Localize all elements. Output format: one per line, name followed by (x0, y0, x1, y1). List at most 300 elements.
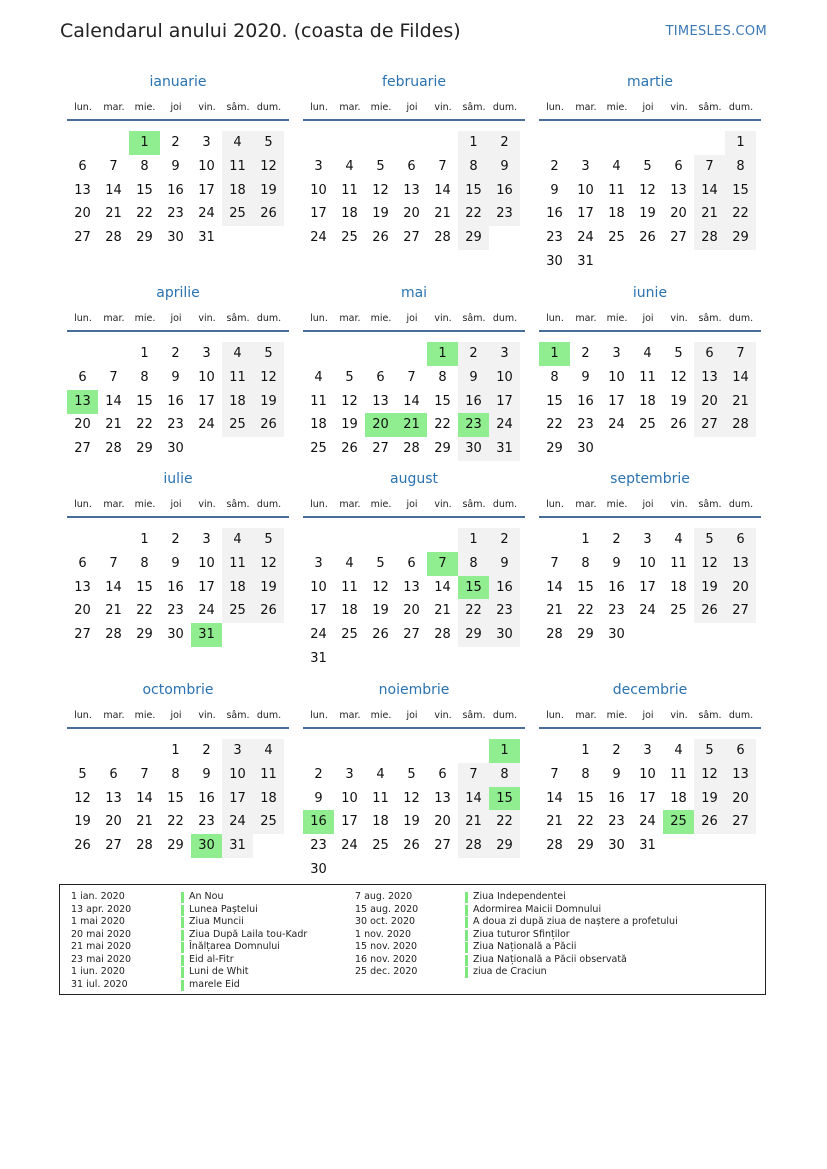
weekday-label: vin. (434, 313, 452, 324)
weekday-label: mie. (134, 499, 156, 510)
day-cell: 25 (341, 230, 358, 246)
day-cell: 2 (550, 158, 559, 174)
weekday-label: dum. (256, 313, 282, 324)
holiday-day-cell: 16 (303, 810, 334, 834)
day-cell: 26 (253, 202, 284, 226)
legend-holiday-name: Lunea Paștelui (189, 903, 258, 915)
weekday-label: sâm. (462, 102, 486, 113)
day-cell: 20 (403, 603, 420, 619)
day-cell: 27 (74, 230, 91, 246)
day-cell: 3 (345, 766, 354, 782)
day-cell: 6 (78, 555, 87, 571)
day-cell: 30 (310, 862, 327, 877)
day-cell: 7 (694, 155, 725, 179)
weekday-label: joi (406, 710, 418, 721)
day-cell: 31 (310, 651, 327, 666)
day-cell: 2 (171, 135, 180, 150)
weekday-label: sâm. (462, 710, 486, 721)
holiday-day-cell: 25 (663, 810, 694, 834)
day-cell: 10 (198, 555, 215, 571)
day-cell: 8 (438, 369, 447, 385)
month-name: februarie (382, 74, 446, 90)
weekday-label: mie. (134, 710, 156, 721)
legend-marker (465, 905, 468, 916)
legend-marker (181, 967, 184, 978)
brand-link[interactable]: TIMESLES.COM (665, 24, 767, 39)
day-cell: 8 (140, 555, 149, 571)
day-cell: 2 (458, 342, 489, 366)
day-cell: 11 (222, 552, 253, 576)
day-cell: 21 (546, 603, 563, 619)
day-cell: 18 (310, 417, 327, 433)
day-cell: 5 (407, 766, 416, 782)
holiday-day-cell: 1 (489, 739, 520, 763)
day-cell: 23 (310, 838, 327, 854)
weekday-label: sâm. (462, 499, 486, 510)
day-cell: 7 (725, 342, 756, 366)
holiday-day-cell: 13 (67, 390, 98, 414)
day-cell: 11 (670, 766, 687, 782)
day-cell: 23 (167, 417, 184, 433)
day-cell: 4 (222, 528, 253, 552)
month-name: aprilie (156, 285, 200, 301)
day-cell: 22 (577, 814, 594, 830)
day-cell: 9 (550, 182, 559, 198)
weekday-label: joi (642, 499, 654, 510)
day-cell: 23 (489, 202, 520, 226)
day-cell: 2 (581, 346, 590, 361)
day-cell: 8 (581, 555, 590, 571)
month-name: august (390, 471, 438, 487)
day-cell: 18 (222, 179, 253, 203)
day-cell: 25 (341, 627, 358, 643)
weekday-label: joi (170, 313, 182, 324)
day-cell: 25 (222, 599, 253, 623)
month-name: septembrie (610, 471, 690, 487)
day-cell: 3 (581, 158, 590, 174)
day-cell: 21 (694, 202, 725, 226)
weekday-label: mar. (103, 499, 125, 510)
weekday-label: joi (406, 102, 418, 113)
holiday-day-cell: 15 (489, 787, 520, 811)
holiday-day-cell: 20 (365, 413, 396, 437)
day-cell: 20 (74, 603, 91, 619)
day-cell: 25 (253, 810, 284, 834)
day-cell: 19 (694, 787, 725, 811)
legend-holiday-name: Ziua Muncii (189, 916, 244, 927)
day-cell: 15 (458, 179, 489, 203)
day-cell: 25 (608, 230, 625, 246)
legend-holiday-name: Ziua Independentei (473, 891, 566, 902)
day-cell: 19 (372, 206, 389, 222)
weekday-label: vin. (434, 102, 452, 113)
day-cell: 23 (167, 206, 184, 222)
day-cell: 12 (253, 552, 284, 576)
day-cell: 12 (372, 182, 389, 198)
day-cell: 2 (489, 528, 520, 552)
day-cell: 25 (222, 413, 253, 437)
day-cell: 18 (670, 790, 687, 806)
day-cell: 29 (136, 230, 153, 246)
day-cell: 27 (694, 413, 725, 437)
day-cell: 24 (489, 413, 520, 437)
day-cell: 27 (403, 230, 420, 246)
day-cell: 27 (74, 627, 91, 643)
day-cell: 8 (140, 369, 149, 385)
day-cell: 27 (725, 599, 756, 623)
day-cell: 31 (577, 254, 594, 269)
header-rule (67, 330, 289, 332)
day-cell: 9 (458, 366, 489, 390)
legend-date: 16 nov. 2020 (355, 953, 418, 965)
day-cell: 7 (438, 158, 447, 174)
day-cell: 29 (167, 838, 184, 854)
weekday-label: vin. (670, 102, 688, 113)
day-cell: 18 (372, 814, 389, 830)
day-cell: 18 (253, 787, 284, 811)
day-cell: 4 (253, 739, 284, 763)
day-cell: 12 (670, 369, 687, 385)
weekday-label: lun. (546, 710, 564, 721)
weekday-label: sâm. (698, 710, 722, 721)
day-cell: 6 (78, 158, 87, 174)
day-cell: 26 (670, 417, 687, 433)
day-cell: 22 (546, 417, 563, 433)
weekday-label: lun. (546, 313, 564, 324)
day-cell: 30 (546, 254, 563, 269)
header-rule (303, 727, 525, 729)
day-cell: 22 (725, 202, 756, 226)
day-cell: 9 (171, 158, 180, 174)
day-cell: 18 (639, 393, 656, 409)
day-cell: 11 (670, 555, 687, 571)
day-cell: 26 (639, 230, 656, 246)
day-cell: 20 (74, 206, 91, 222)
day-cell: 26 (372, 627, 389, 643)
day-cell: 9 (171, 555, 180, 571)
day-cell: 31 (198, 230, 215, 246)
day-cell: 23 (489, 599, 520, 623)
day-cell: 14 (434, 182, 451, 198)
day-cell: 5 (253, 342, 284, 366)
day-cell: 1 (581, 532, 590, 547)
day-cell: 23 (546, 230, 563, 246)
day-cell: 15 (167, 790, 184, 806)
day-cell: 1 (140, 346, 149, 361)
day-cell: 21 (434, 603, 451, 619)
legend-marker (181, 892, 184, 903)
day-cell: 18 (670, 579, 687, 595)
header-rule (539, 516, 761, 518)
legend-marker (181, 942, 184, 953)
day-cell: 2 (612, 743, 621, 758)
day-cell: 6 (725, 528, 756, 552)
holiday-day-cell: 7 (427, 552, 458, 576)
day-cell: 17 (198, 393, 215, 409)
header-rule (303, 330, 525, 332)
day-cell: 9 (581, 369, 590, 385)
weekday-label: vin. (434, 499, 452, 510)
day-cell: 2 (489, 131, 520, 155)
weekday-label: mie. (370, 499, 392, 510)
day-cell: 23 (608, 814, 625, 830)
weekday-label: vin. (670, 499, 688, 510)
weekday-label: dum. (492, 499, 518, 510)
weekday-label: mar. (575, 499, 597, 510)
day-cell: 18 (608, 206, 625, 222)
day-cell: 1 (458, 528, 489, 552)
day-cell: 8 (489, 763, 520, 787)
legend-holiday-name: marele Eid (189, 978, 240, 990)
day-cell: 28 (725, 413, 756, 437)
day-cell: 16 (608, 790, 625, 806)
day-cell: 30 (608, 838, 625, 854)
day-cell: 8 (458, 552, 489, 576)
day-cell: 26 (403, 838, 420, 854)
day-cell: 7 (140, 766, 149, 782)
weekday-label: lun. (546, 102, 564, 113)
day-cell: 26 (74, 838, 91, 854)
day-cell: 27 (105, 838, 122, 854)
weekday-label: dum. (492, 710, 518, 721)
legend-marker (465, 892, 468, 903)
legend-date: 1 iun. 2020 (71, 966, 125, 977)
day-cell: 24 (577, 230, 594, 246)
day-cell: 5 (674, 346, 683, 361)
weekday-label: sâm. (226, 710, 250, 721)
day-cell: 14 (546, 790, 563, 806)
day-cell: 22 (136, 417, 153, 433)
day-cell: 10 (310, 182, 327, 198)
day-cell: 7 (109, 555, 118, 571)
day-cell: 12 (694, 552, 725, 576)
day-cell: 1 (140, 532, 149, 547)
day-cell: 15 (136, 393, 153, 409)
day-cell: 8 (140, 158, 149, 174)
day-cell: 17 (310, 206, 327, 222)
day-cell: 13 (725, 552, 756, 576)
day-cell: 22 (136, 206, 153, 222)
day-cell: 11 (222, 366, 253, 390)
day-cell: 3 (202, 532, 211, 547)
weekday-label: joi (170, 499, 182, 510)
day-cell: 19 (74, 814, 91, 830)
day-cell: 16 (167, 182, 184, 198)
day-cell: 4 (222, 131, 253, 155)
day-cell: 16 (167, 579, 184, 595)
legend-holiday-name: Ziua Națională a Păcii (473, 941, 577, 952)
weekday-label: mar. (575, 313, 597, 324)
day-cell: 21 (434, 206, 451, 222)
day-cell: 10 (222, 763, 253, 787)
day-cell: 16 (458, 390, 489, 414)
day-cell: 4 (222, 342, 253, 366)
day-cell: 16 (489, 179, 520, 203)
day-cell: 28 (105, 627, 122, 643)
header-rule (539, 727, 761, 729)
day-cell: 8 (725, 155, 756, 179)
day-cell: 9 (202, 766, 211, 782)
weekday-label: mie. (606, 102, 628, 113)
day-cell: 19 (670, 393, 687, 409)
day-cell: 17 (310, 603, 327, 619)
legend-date: 1 ian. 2020 (71, 891, 125, 902)
day-cell: 19 (694, 576, 725, 600)
day-cell: 12 (253, 366, 284, 390)
legend-date: 31 iul. 2020 (71, 978, 128, 990)
day-cell: 4 (643, 346, 652, 361)
day-cell: 4 (345, 158, 354, 174)
day-cell: 27 (372, 441, 389, 457)
day-cell: 13 (403, 579, 420, 595)
day-cell: 6 (78, 369, 87, 385)
legend-marker (181, 955, 184, 966)
day-cell: 22 (458, 202, 489, 226)
day-cell: 13 (434, 790, 451, 806)
holiday-day-cell: 1 (427, 342, 458, 366)
day-cell: 28 (458, 834, 489, 858)
day-cell: 11 (310, 393, 327, 409)
weekday-label: sâm. (226, 102, 250, 113)
day-cell: 14 (434, 579, 451, 595)
day-cell: 24 (198, 417, 215, 433)
day-cell: 24 (639, 814, 656, 830)
day-cell: 18 (222, 390, 253, 414)
day-cell: 29 (725, 226, 756, 250)
day-cell: 9 (314, 790, 323, 806)
day-cell: 21 (105, 417, 122, 433)
header-rule (67, 727, 289, 729)
day-cell: 22 (167, 814, 184, 830)
holiday-day-cell: 31 (191, 623, 222, 647)
day-cell: 14 (725, 366, 756, 390)
day-cell: 22 (136, 603, 153, 619)
day-cell: 31 (222, 834, 253, 858)
day-cell: 23 (167, 603, 184, 619)
day-cell: 20 (694, 390, 725, 414)
weekday-label: vin. (198, 710, 216, 721)
day-cell: 2 (171, 346, 180, 361)
day-cell: 30 (489, 623, 520, 647)
day-cell: 20 (105, 814, 122, 830)
day-cell: 6 (674, 158, 683, 174)
weekday-label: lun. (310, 102, 328, 113)
weekday-label: sâm. (698, 499, 722, 510)
weekday-label: sâm. (226, 499, 250, 510)
month-name: martie (627, 74, 673, 90)
day-cell: 28 (546, 627, 563, 643)
header-rule (539, 119, 761, 121)
day-cell: 14 (403, 393, 420, 409)
day-cell: 9 (489, 155, 520, 179)
day-cell: 12 (694, 763, 725, 787)
weekday-label: joi (406, 499, 418, 510)
day-cell: 9 (612, 555, 621, 571)
day-cell: 19 (253, 390, 284, 414)
day-cell: 15 (725, 179, 756, 203)
day-cell: 20 (403, 206, 420, 222)
day-cell: 26 (372, 230, 389, 246)
page-title: Calendarul anului 2020. (coasta de Fildes) (60, 20, 461, 42)
day-cell: 23 (577, 417, 594, 433)
legend-holiday-name: Eid al-Fitr (189, 953, 234, 965)
day-cell: 3 (612, 346, 621, 361)
day-cell: 23 (608, 603, 625, 619)
legend-date: 20 mai 2020 (71, 928, 132, 940)
day-cell: 12 (403, 790, 420, 806)
holiday-day-cell: 23 (458, 413, 489, 437)
day-cell: 11 (608, 182, 625, 198)
day-cell: 4 (612, 158, 621, 174)
day-cell: 19 (341, 417, 358, 433)
legend-marker (465, 917, 468, 928)
day-cell: 24 (222, 810, 253, 834)
day-cell: 4 (345, 555, 354, 571)
day-cell: 2 (314, 766, 323, 782)
weekday-label: joi (642, 102, 654, 113)
legend-date: 15 aug. 2020 (355, 903, 419, 915)
day-cell: 18 (341, 206, 358, 222)
day-cell: 6 (376, 369, 385, 385)
header-rule (303, 516, 525, 518)
day-cell: 2 (202, 743, 211, 758)
day-cell: 21 (136, 814, 153, 830)
day-cell: 28 (694, 226, 725, 250)
day-cell: 1 (171, 743, 180, 758)
weekday-label: mar. (575, 710, 597, 721)
day-cell: 14 (546, 579, 563, 595)
day-cell: 7 (550, 555, 559, 571)
month-name: noiembrie (378, 682, 450, 698)
day-cell: 3 (222, 739, 253, 763)
day-cell: 30 (608, 627, 625, 643)
day-cell: 8 (171, 766, 180, 782)
day-cell: 14 (136, 790, 153, 806)
legend-date: 1 mai 2020 (71, 916, 125, 927)
day-cell: 4 (674, 532, 683, 547)
day-cell: 22 (577, 603, 594, 619)
day-cell: 20 (725, 576, 756, 600)
day-cell: 27 (434, 838, 451, 854)
day-cell: 7 (109, 158, 118, 174)
day-cell: 21 (546, 814, 563, 830)
day-cell: 6 (407, 158, 416, 174)
day-cell: 20 (434, 814, 451, 830)
weekday-label: mar. (339, 499, 361, 510)
day-cell: 30 (167, 230, 184, 246)
weekday-label: dum. (256, 710, 282, 721)
day-cell: 7 (458, 763, 489, 787)
weekday-label: mar. (575, 102, 597, 113)
day-cell: 29 (136, 627, 153, 643)
legend-marker (465, 930, 468, 941)
legend-holiday-name: Adormirea Maicii Domnului (473, 903, 602, 915)
weekday-label: lun. (310, 313, 328, 324)
day-cell: 20 (74, 417, 91, 433)
day-cell: 17 (608, 393, 625, 409)
holiday-day-cell: 21 (396, 413, 427, 437)
day-cell: 8 (581, 766, 590, 782)
day-cell: 26 (694, 599, 725, 623)
day-cell: 9 (612, 766, 621, 782)
legend-date: 25 dec. 2020 (355, 966, 418, 977)
day-cell: 15 (434, 393, 451, 409)
day-cell: 7 (109, 369, 118, 385)
day-cell: 29 (458, 623, 489, 647)
legend-marker (181, 917, 184, 928)
weekday-label: mie. (134, 102, 156, 113)
day-cell: 27 (403, 627, 420, 643)
